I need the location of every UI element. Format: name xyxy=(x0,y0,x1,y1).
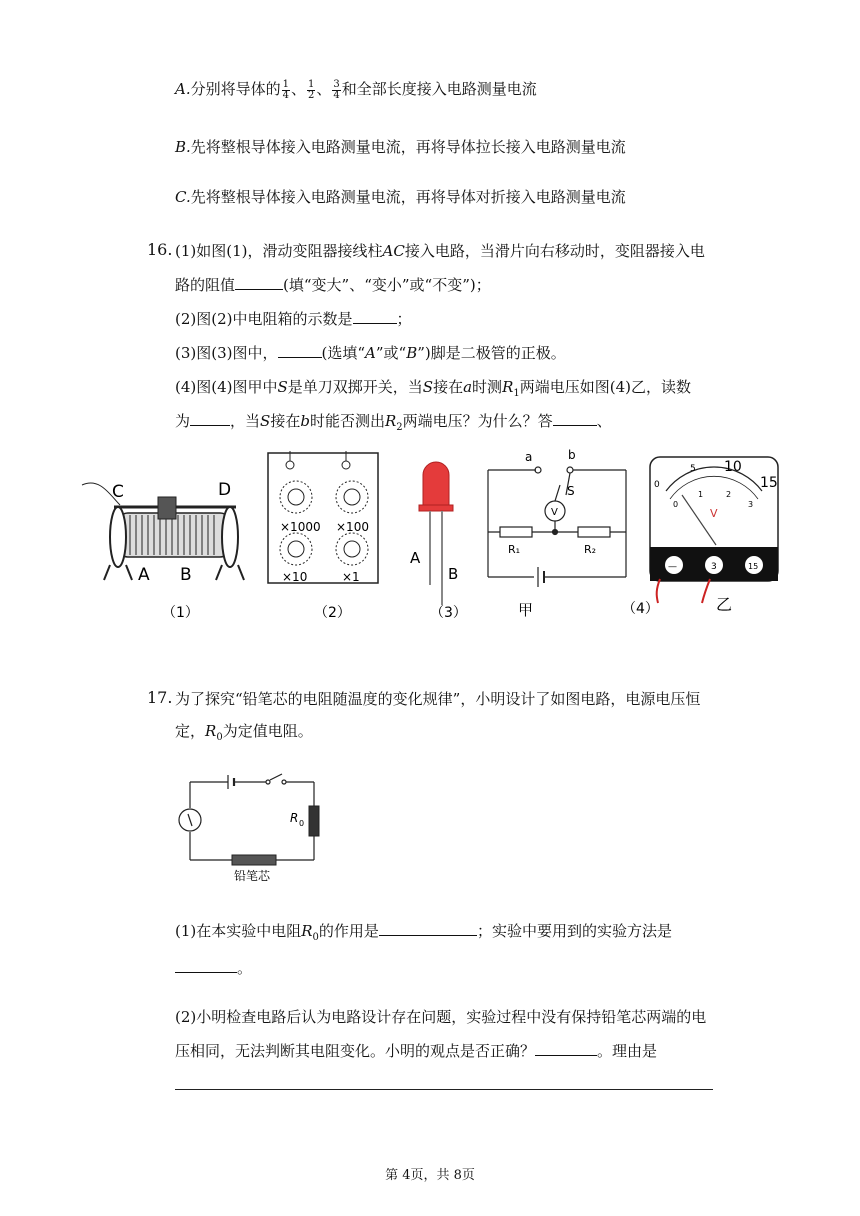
switch-b-label: b xyxy=(568,448,576,462)
question-number: 16. xyxy=(147,240,173,259)
meter-inner-3: 3 xyxy=(748,500,754,509)
q16-line2: 路的阻值 (填“变大”、“变小”或“不变”)； xyxy=(175,276,491,294)
led-pin-a-label: A xyxy=(410,549,421,567)
dial-x100-label: ×100 xyxy=(336,520,369,534)
answer-blank[interactable] xyxy=(535,1043,597,1056)
voltmeter-label: V xyxy=(551,507,558,518)
question-number: 17. xyxy=(147,688,173,707)
option-b xyxy=(175,136,626,157)
figure-yi-label: 乙 xyxy=(716,595,733,614)
option-a xyxy=(175,78,537,101)
option-a-label: A. xyxy=(175,80,191,98)
pencil-lead-label: 铅笔芯 xyxy=(234,869,271,883)
page-footer: 第 4页，共 8页 xyxy=(385,1168,475,1183)
meter-terminal-minus: — xyxy=(668,562,677,572)
option-c-text: 先将整根导体接入电路测量电流，再将导体对折接入电路测量电流 xyxy=(190,188,626,206)
r2-label: R₂ xyxy=(584,543,597,556)
switch-s-label: S xyxy=(567,484,575,498)
meter-inner-1: 1 xyxy=(698,490,704,499)
pencil-circuit-figure xyxy=(170,768,330,886)
q16-line3: (2)图(2)中电阻箱的示数是 ； xyxy=(175,310,412,328)
option-c xyxy=(175,186,626,207)
figure-caption: （1） xyxy=(162,605,199,621)
r0-sub-label: 0 xyxy=(299,819,305,828)
q16-line6: 为 ，当S接在b时能否测出$R_2$两端电压？为什么？答 、 xyxy=(175,412,612,433)
led-figure xyxy=(410,462,467,621)
answer-line[interactable] xyxy=(175,1089,713,1090)
fraction: $\frac{1}{4}$ xyxy=(282,78,289,101)
circuit-jia-figure xyxy=(488,467,626,587)
meter-tick-10: 10 xyxy=(724,459,742,475)
q17-sub1-line1: (1)在本实验中电阻$R_0$的作用是 ；实验中要用到的实验方法是 xyxy=(175,922,672,943)
figure-caption: （2） xyxy=(314,605,351,621)
answer-blank[interactable] xyxy=(553,413,597,426)
dial-x1-label: ×1 xyxy=(342,570,360,584)
dial-x10-label: ×10 xyxy=(282,570,308,584)
figure-jia-label: 甲 xyxy=(518,601,534,619)
meter-tick-5: 5 xyxy=(690,464,696,474)
terminal-d-label: D xyxy=(218,480,232,500)
dial-x1000-label: ×1000 xyxy=(280,520,321,534)
fraction: $\frac{3}{4}$ xyxy=(333,78,340,101)
q17-sub2-line1: (2)小明检查电路后认为电路设计存在问题，实验过程中没有保持铅笔芯两端的电 xyxy=(175,1008,707,1026)
meter-terminal-15: 15 xyxy=(748,562,759,571)
meter-terminal-3: 3 xyxy=(711,562,717,572)
voltmeter-figure xyxy=(650,457,778,614)
q16-figures xyxy=(70,445,790,630)
meter-tick-0: 0 xyxy=(654,480,660,490)
answer-blank[interactable] xyxy=(190,413,230,426)
sep: 、 xyxy=(316,80,332,98)
q16-line5: (4)图(4)图甲中S是单刀双掷开关，当S接在a时测$R_1$两端电压如图(4)乙，读数 xyxy=(175,378,691,399)
option-a-text: 分别将导体的 xyxy=(190,80,281,98)
answer-blank[interactable] xyxy=(379,923,477,936)
terminal-a-label: A xyxy=(138,565,150,585)
option-c-label: C. xyxy=(175,188,191,206)
r0-label: R xyxy=(290,811,299,825)
switch-a-label: a xyxy=(525,450,533,464)
terminal-c-label: C xyxy=(112,482,124,502)
figure-caption: （3） xyxy=(430,605,467,621)
q17-sub2-line2: 压相同，无法判断其电阻变化。小明的观点是否正确？ 。理由是 xyxy=(175,1042,658,1060)
answer-blank[interactable] xyxy=(278,345,322,358)
answer-blank[interactable] xyxy=(175,960,237,973)
answer-blank[interactable] xyxy=(235,277,283,290)
figure-caption: （4） xyxy=(622,601,659,617)
option-b-label: B. xyxy=(175,138,191,156)
q17-line2: 定，$R_0$为定值电阻。 xyxy=(175,722,313,743)
fraction: $\frac{1}{2}$ xyxy=(308,78,315,101)
option-a-text: 和全部长度接入电路测量电流 xyxy=(341,80,537,98)
sep: 、 xyxy=(291,80,307,98)
meter-tick-15: 15 xyxy=(760,475,778,491)
option-b-text: 先将整根导体接入电路测量电流，再将导体拉长接入电路测量电流 xyxy=(190,138,626,156)
r1-label: R₁ xyxy=(508,543,521,556)
q16-line1: (1)如图(1)，滑动变阻器接线柱AC接入电路，当滑片向右移动时，变阻器接入电 xyxy=(175,242,705,260)
led-pin-b-label: B xyxy=(448,565,459,583)
rheostat-figure xyxy=(82,480,244,621)
meter-inner-0: 0 xyxy=(673,500,679,509)
q17-line1: 为了探究“铅笔芯的电阻随温度的变化规律”，小明设计了如图电路，电源电压恒 xyxy=(175,690,701,708)
q17-sub1-line2: 。 xyxy=(175,957,252,978)
resistance-box-figure xyxy=(268,451,378,621)
terminal-b-label: B xyxy=(180,565,192,585)
q16-line4: (3)图(3)图中， (选填“A”或“B”)脚是二极管的正极。 xyxy=(175,344,566,362)
meter-inner-2: 2 xyxy=(726,490,732,499)
meter-unit: V xyxy=(710,507,718,520)
answer-blank[interactable] xyxy=(353,311,397,324)
